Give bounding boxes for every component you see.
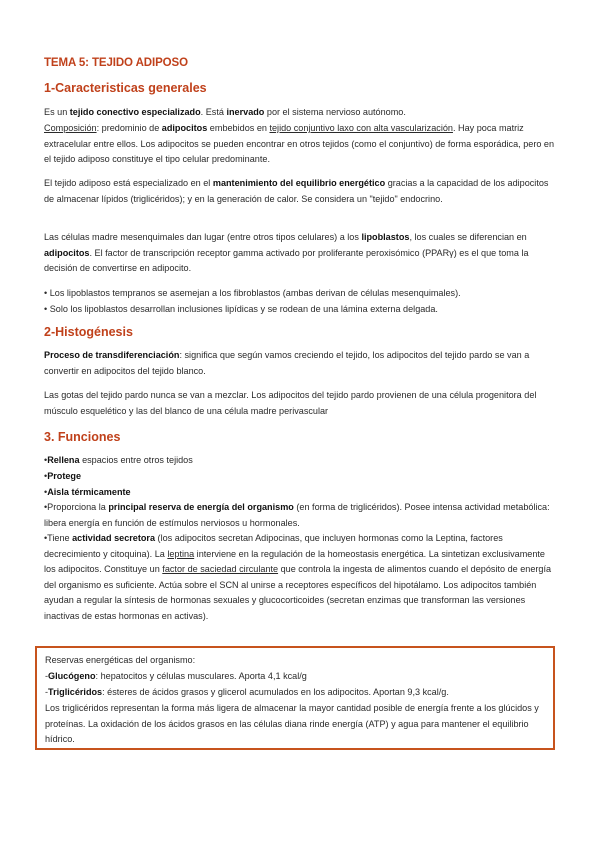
box-trigliceridos: -Triglicéridos: ésteres de ácidos grasos y glicerol acumulados en los adipocitos. Aportan 9,3 kcal/g. xyxy=(45,687,449,697)
page-title: TEMA 5: TEJIDO ADIPOSO xyxy=(44,57,188,69)
list-item-reserva: •Proporciona la principal reserva de energía del organismo (en forma de triglicéridos). Posee intensa actividad metabólica: libera energía en función de estímulos nerviosos u hormonales. xyxy=(44,502,550,528)
box-paragraph: Los triglicéridos representan la forma más ligera de almacenar la mayor cantidad posible de energía frente a los glúcidos y proteínas. La oxidación de los ácidos grasos en las células diana rinde energía (ATP) y agua para mantener el equilibrio hídrico. xyxy=(45,703,539,745)
reservas-energeticas-box xyxy=(35,646,555,750)
box-heading: Reservas energéticas del organismo: xyxy=(45,655,196,665)
paragraph-lipoblastos: Las células madre mesenquimales dan lugar (entre otros tipos celulares) a los lipoblastos, los cuales se diferencian en adipocitos. El factor de transcripción receptor gamma activado por proliferante peroxisómico (PPARγ) es el que toma la decisión de convertirse en adipocito. xyxy=(44,232,529,274)
paragraph-equilibrio: El tejido adiposo está especializado en el mantenimiento del equilibrio energético gracias a la capacidad de los adipocitos de almacenar lípidos (triglicéridos); y en la generación de calor. Se considera un "tejido" endocrino. xyxy=(44,178,549,204)
paragraph-composicion: Composición: predominio de adipocitos embebidos en tejido conjuntivo laxo con alta vascularización. Hay poca matriz extracelular entre ellos. Los adipocitos se pueden encontrar en otros tejidos (como el conjuntivo) de forma esporádica, pero en el tejido adiposo constituye el tipo celular predominante. xyxy=(44,123,555,165)
list-item-protege: •Protege xyxy=(44,471,82,481)
section-heading-2: 2-Histogénesis xyxy=(44,325,133,339)
list-item-aisla: •Aisla térmicamente xyxy=(44,487,131,497)
paragraph-intro: Es un tejido conectivo especializado. Está inervado por el sistema nervioso autónomo. xyxy=(44,107,406,117)
list-item-secretora: •Tiene actividad secretora (los adipocitos secretan Adipocinas, que incluyen hormonas como la Leptina, factores decrecimiento y citoquina). La leptina interviene en la regulación de la homeostasis energética. La sintetizan exclusivamente los adipocitos. Constituye un factor de saciedad circulante que controla la ingesta de alimentos cuando el depósito de energía del organismo es suficiente. Actúa sobre el SCN al unirse a receptores específicos del hipotálamo. Los adipocitos también ayudan a regular la síntesis de hormonas sexuales y glucocorticoides (secretan enzimas que transforman las versiones inactivas de estas hormonas en activas). xyxy=(44,533,552,621)
bullet-lipoblastos-tempranos: • Los lipoblastos tempranos se asemejan a los fibroblastos (ambas derivan de células mesenquimales). xyxy=(44,288,461,298)
box-glucogeno: -Glucógeno: hepatocitos y células musculares. Aporta 4,1 kcal/g xyxy=(45,671,307,681)
paragraph-gotas: Las gotas del tejido pardo nunca se van a mezclar. Los adipocitos del tejido pardo provienen de una célula progenitora del músculo esquelético y las del blanco de una célula madre perivascular xyxy=(44,390,537,416)
list-item-rellena: •Rellena espacios entre otros tejidos xyxy=(44,455,193,465)
paragraph-transdiferenciacion: Proceso de transdiferenciación: significa que según vamos creciendo el tejido, los adipocitos del tejido pardo se van a convertir en adipocitos del tejido blanco. xyxy=(44,350,530,376)
section-heading-1: 1-Caracteristicas generales xyxy=(44,81,207,95)
section-heading-3: 3. Funciones xyxy=(44,430,121,444)
bullet-inclusiones: • Solo los lipoblastos desarrollan inclusiones lipídicas y se rodean de una lámina externa delgada. xyxy=(44,304,438,314)
